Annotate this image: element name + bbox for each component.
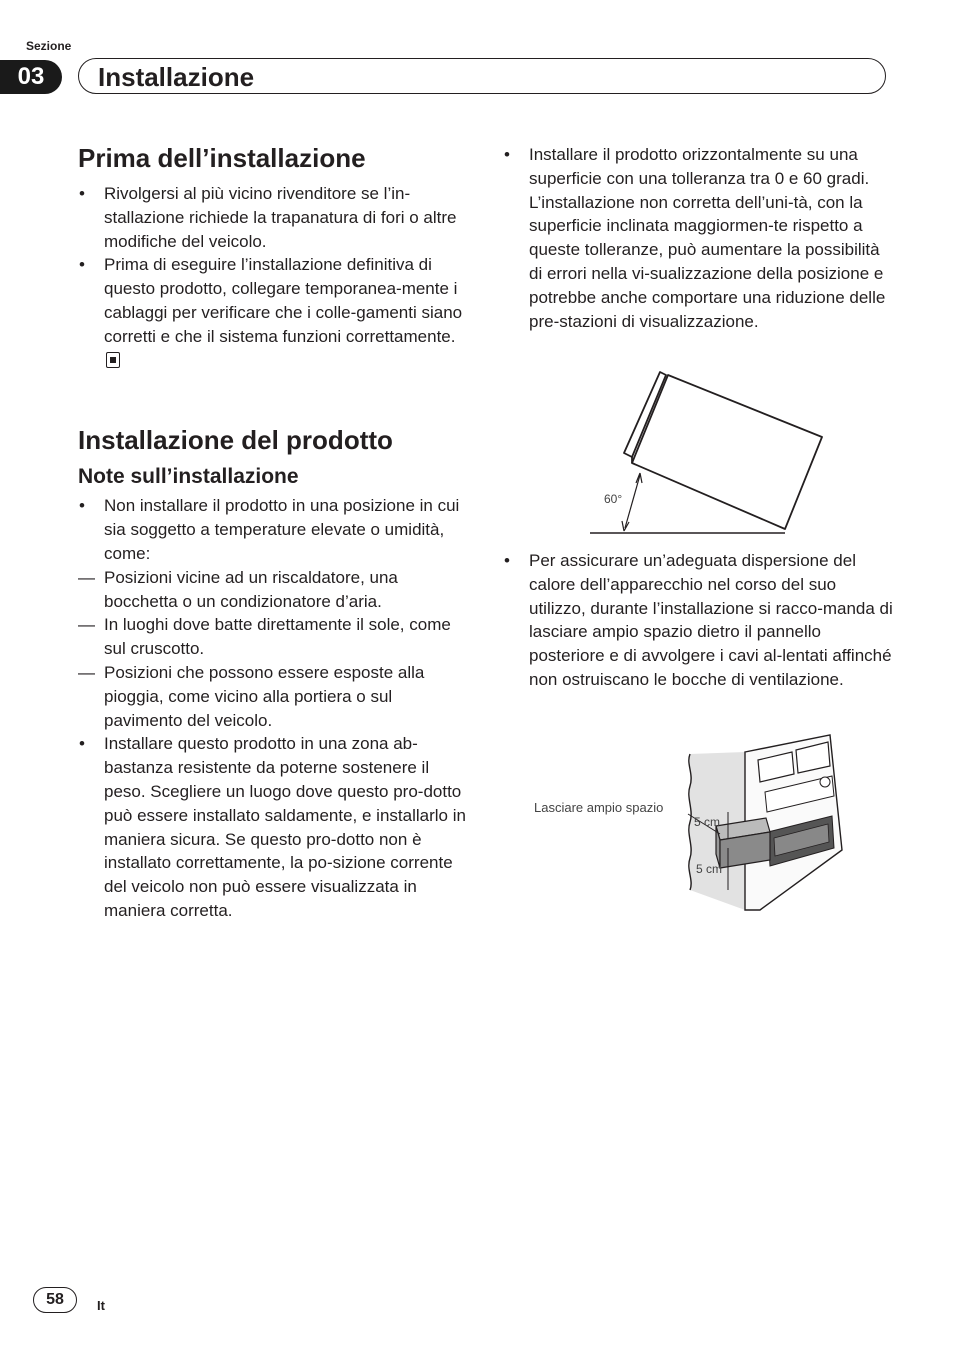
bullet-text: Installare il prodotto orizzontalmente su una superficie con una tolleranza tra 0 e 60 gradi. L’installazione non corretta dell’uni-tà, con la superficie inclinata maggiormen-te rispetto a queste tolleranze, può aumentare la possibilità di errori nella vi-sualizzazione della posizione e potrebbe anche comportare una riduzione delle pre-stazioni di visualizzazione. [529,145,886,331]
dash-mark: — [78,567,95,587]
heading-before-installation: Prima dell’installazione [78,143,366,173]
left-column [78,142,470,923]
installation-notes-list [78,494,470,922]
heading-product-installation: Installazione del prodotto [78,425,393,456]
bullet-text: Non installare il prodotto in una posizione in cui sia soggetto a temperature elevate o umidità, come: [104,496,460,563]
list-item [78,253,470,372]
before-installation-list [78,182,470,372]
right-column-bottom [503,549,895,692]
bullet-text: Prima di eseguire l’installazione definitiva di questo prodotto, collegare temporanea-mente i cablaggi per verificare che i colle-gamenti siano corretti e che il sistema funzioni correttamente. [104,255,463,346]
ventilation-list [503,549,895,692]
sub-list-item [78,566,470,614]
list-item [78,494,470,732]
tilt-angle-illustration [590,365,830,540]
sub-item-text: In luoghi dove batte direttamente il sole, come sul cruscotto. [104,615,451,659]
space-label: Lasciare ampio spazio [534,800,664,815]
orientation-list [503,143,893,333]
page-number: 58 [33,1287,77,1313]
clearance-illustration [530,730,880,915]
list-item [78,182,470,253]
tilted-unit-drawing [624,372,822,529]
sub-item-text: Posizioni vicine ad un riscaldatore, una bocchetta o un condizionatore d’aria. [104,567,398,611]
dimension-label-bottom: 5 cm [696,862,723,876]
knob-icon [820,777,830,787]
dash-mark: — [78,615,95,635]
list-item [503,549,895,692]
end-of-section-icon [106,352,120,368]
subheading-installation-notes: Note sull’installazione [78,465,299,489]
language-code: It [97,1298,105,1313]
bullet-text: Installare questo prodotto in una zona ab-bastanza resistente da poterne sostenere il peso. Scegliere un luogo dove questo pro-dotto può essere installato saldamente, e installarlo in maniera sicura. Se questo pro-dotto non è installato correttamente, la po-sizione corrente del veicolo non può essere visualizzata in maniera corretta. [104,734,466,920]
bullet-text: Rivolgersi al più vicino rivenditore se l’in-stallazione richiede la trapanatura di fori o altre modifiche del veicolo. [104,184,457,251]
right-column-top [503,143,893,333]
section-number-badge: 03 [0,60,62,94]
dash-mark: — [78,662,95,682]
sub-list-item [78,613,470,661]
list-item [78,732,470,922]
angle-label: 60° [604,492,623,506]
sub-item-text: Posizioni che possono essere esposte alla pioggia, come vicino alla portiera o sul pavimento del veicolo. [104,662,425,730]
list-item [503,143,893,333]
dimension-label-top: 5 cm [694,815,721,829]
section-label: Sezione [26,39,72,53]
section-title: Installazione [98,62,255,92]
sub-list [78,566,470,733]
sub-list-item [78,661,470,732]
angle-arrow [625,475,640,528]
bullet-text: Per assicurare un’adeguata dispersione del calore dell’apparecchio nel corso del suo utilizzo, durante l’installazione si racco-manda di lasciare ampio spazio dietro il pannello posteriore e di avvolgere i cavi al-lentati affinché non ostruiscano le bocche di ventilazione. [529,551,893,689]
